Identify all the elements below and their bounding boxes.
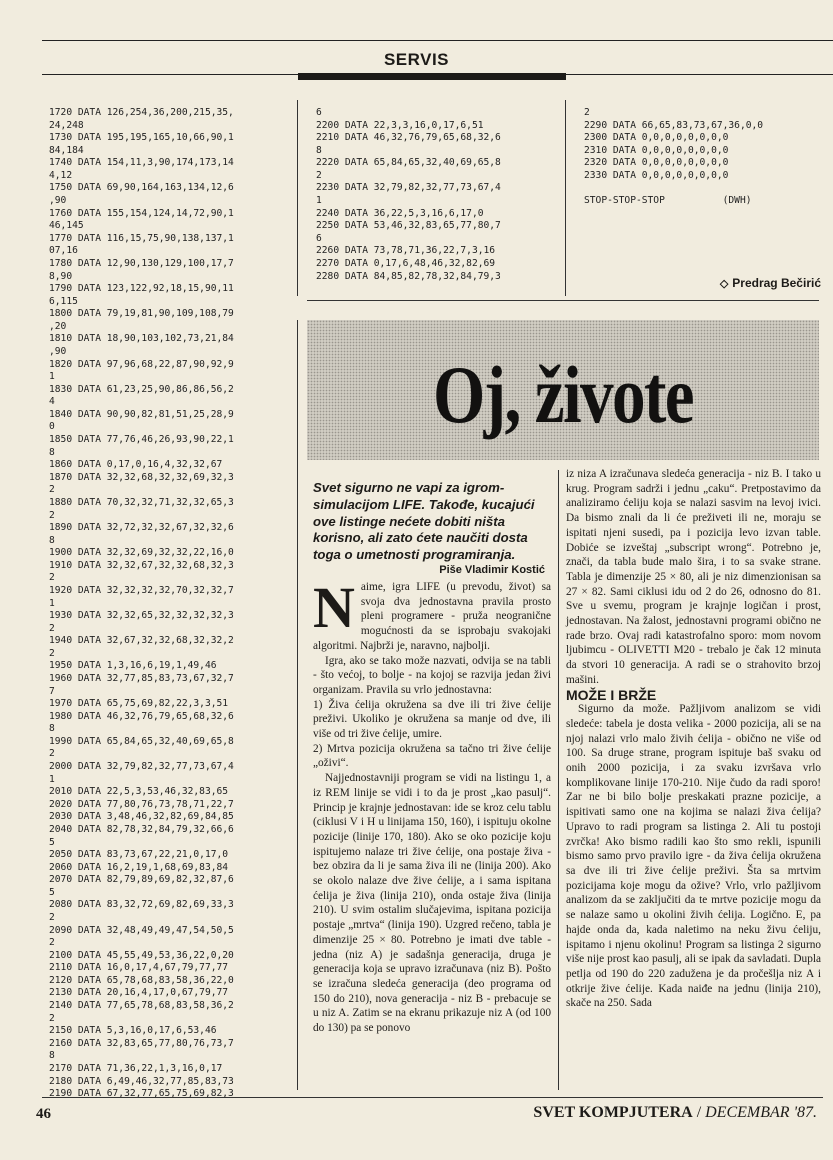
footer-rule [42,1097,823,1098]
paragraph-5: Najjednostavniji program se vidi na listingu 1, a iz REM linije se vidi i to da je prost „kao pasulj“. Princip je krajnje jednostavan: ide se kroz celu tablu (ciklusi V i H u linijama 150, 160), i ispituju okolne pozicije (linije 170, 180). Ako se oko pozicije koju ispitujemo nalaze tri žive ćelije, ona postaje živa - bez obzira da li je sama živa ili ne (linija 200). Ako se okolo nalaze dve žive ćelije, a i sama ispitana ćelija je živa (linija 210), onda ostaje živa (linija 210). U svim ostalim slučajevima, ispitana pozicija postaje „mrtva“ (linija 190). Uzgred rečeno, tabla je dimenzije 25 × 80. Potrebno je imati dve table - jedna (niz A) je sadašnja generacija, druga je generacija koja se upravo izračunava (niz B). Pošto se izračuna sledeća generacija (deo programa od 150 do 210), nova generacija - niz B - prebacuje se u niz A. Zatim se na ekranu prikazuje niz A (od 100 do 130) pa se ponovo [313,772,551,1035]
column-divider-article [297,320,298,1090]
listing-author [720,276,821,290]
header-top-rule [42,40,833,41]
rule-2: 2) Mrtva pozicija okružena sa tačno tri žive ćelije „oživi“. [313,742,551,770]
magazine-footer [533,1104,817,1122]
listing-end-rule [307,300,819,301]
paragraph-2: Igra, ako se tako može nazvati, odvija se na tabli - što većoj, to bolje - na kojoj se razvija jedan živi organizam. Pravila su vrlo jednostavna: [313,654,551,696]
page-number: 46 [36,1106,51,1122]
issue-date: DECEMBAR '87. [705,1104,817,1121]
paragraph-7: Sigurno da može. Pažljivom analizom se vidi sledeće: tabela je dosta velika - 2000 pozicija, ali se na njoj nalazi vrlo malo živih ćelija - obično ne više od 100. Sa druge strane, program ispituje baš svaku od onih 2000 pozicija, i za svaku izvršava vrlo komplikovane linije 170-210. Nije čudo da radi sporo! Zar ne bi bilo bolje preskakati prazne pozicije, a ispitivati samo one na kojima se nalazi živa ćelija? Upravo to radi program sa listinga 2. Ali tu postoji zvrčka! Ako bismo radili kao što smo rekli, ispunili bismo samo prvo pravilo igre - da živa ćelija okružena sa dve ili tri žive ćelije preživi. Šta sa mrtvim pozicijama koje mogu da ožive? Vrlo, vrlo pažljivom analizom da se zaključiti da te mrtve pozicije mogu da se nalaze samo u okolini živih ćelija. Logično. E, pa hajde onda da, kada naletimo na neku živu ćeliju, ispitamo i njenu okolinu! Program sa listinga 2 sigurno više nije prost kao pasulj, ali se ipak da savladati. Dupla petlja od 190 do 220 zadužena je da pročešlja niz A i otkrije žive ćelije. Kada naiđe na jednu (linija 210), skače na 250. Sada [566,703,821,1010]
drop-cap: N [313,575,355,640]
section-title: SERVIS [383,50,450,69]
basic-listing-column-2: 6 2200 DATA 22,3,3,16,0,17,6,51 2210 DATA 46,32,76,79,65,68,32,6 8 2220 DATA 65,84,65,32,40,69,65,8 2 2230 DATA 32,79,82,32,77,73,67,4 1 2240 DATA 36,22,5,3,16,6,17,0 2250 DATA 53,46,32,83,65,77,80,7 6 2260 DATA 73,78,71,36,22,7,3,16 2270 DATA 0,17,6,48,46,32,82,69 2280 DATA 84,85,82,78,32,84,79,3 [316,107,501,282]
article-title: Oj, živote [433,349,693,440]
basic-listing-column-1: 1720 DATA 126,254,36,200,215,35, 24,248 1730 DATA 195,195,165,10,66,90,1 84,184 1740 DATA 154,11,3,90,174,173,14 4,12 1750 DATA 69,90,164,163,134,12,6 ,90 1760 DATA 155,154,124,14,72,90,1 46,145 1770 DATA 116,15,75,90,138,137,1 07,16 1780 DATA 12,90,130,129,100,17,7 8,90 1790 DATA 123,122,92,18,15,90,11 6,115 1800 DATA 79,19,81,90,109,108,79 ,20 1810 DATA 18,90,103,102,73,21,84 ,90 1820 DATA 97,96,68,22,87,90,92,9 1 1830 DATA 61,23,25,90,86,86,56,2 4 1840 DATA 90,90,82,81,51,25,28,9 0 1850 DATA 77,76,46,26,93,90,22,1 8 1860 DATA 0,17,0,16,4,32,32,67 1870 DATA 32,32,68,32,32,69,32,3 2 1880 DATA 70,32,32,71,32,32,65,3 2 1890 DATA 32,72,32,32,67,32,32,6 8 1900 DATA 32,32,69,32,32,22,16,0 1910 DATA 32,32,67,32,32,68,32,3 2 1920 DATA 32,32,32,32,70,32,32,7 1 1930 DATA 32,32,65,32,32,32,32,3 2 1940 DATA 32,67,32,32,68,32,32,2 2 1950 DATA 1,3,16,6,19,1,49,46 1960 DATA 32,77,85,83,73,67,32,7 7 1970 DATA 65,75,69,82,22,3,3,51 1980 DATA 46,32,76,79,65,68,32,6 8 1990 DATA 65,84,65,32,40,69,65,8 2 2000 DATA 32,79,82,32,77,73,67,4 1 2010 DATA 22,5,3,53,46,32,83,65 2020 DATA 77,80,76,73,78,71,22,7 2030 DATA 3,48,46,32,82,69,84,85 2040 DATA 82,78,32,84,79,32,66,6 5 2050 DATA 83,73,67,22,21,0,17,0 2060 DATA 16,2,19,1,68,69,83,84 2070 DATA 82,79,89,69,82,32,87,6 5 2080 DATA 83,32,72,69,82,69,33,3 2 2090 DATA 32,48,49,49,47,54,50,5 2 2100 DATA 45,55,49,53,36,22,0,20 2110 DATA 16,0,17,4,67,79,77,77 2120 DATA 65,78,68,83,58,36,22,0 2130 DATA 20,16,4,17,0,67,79,77 2140 DATA 77,65,78,68,83,58,36,2 2 2150 DATA 5,3,16,0,17,6,53,46 2160 DATA 32,83,65,77,80,76,73,7 8 2170 DATA 71,36,22,1,3,16,0,17 2180 DATA 6,49,46,32,77,85,83,73 2190 DATA 67,32,77,65,75,69,82,3 [49,107,234,1100]
magazine-name: SVET KOMPJUTERA [533,1104,693,1121]
listing-author-name: Predrag Bečirić [732,276,821,290]
paragraph-1 [313,575,551,654]
article-column-right [566,467,821,1011]
footer-separator: / [692,1104,706,1121]
paragraph-1-text: aime, igra LIFE (u prevodu, život) sa svoja dva jednostavna pravila prosto pleni programere - pruža neogranične mogućnosti da se isprobaju svakojaki algoritmi. Najbrži je, naravno, najbolji. [313,581,551,652]
subheading: MOŽE I BRŽE [566,686,657,703]
article-byline: Piše Vladimir Kostić [439,564,545,576]
paragraph-6: iz niza A izračunava sledeća generacija - niz B. I tako u krug. Program sadrži i jednu „caku“. Pretpostavimo da analiziramo ćeliju koja se nalazi sasvim na levoj ivici. Da bismo znali da li će preživeti ili ne, moraju se ispitati njeni susedi, pa i pozicija levo izvan table. Dobiće se izveštaj „subscript wrong“. Potrebno je, znači, da tabla bude malo šira, i to sa svake strane. Tabla je dimenzije 25 × 80, ali je niz dimenzionisan sa 27 × 82. Sami ciklusi idu od 2 do 26, odnosno do 81. Sve u svemu, program je krajnje logičan i prost, jednostavan. Na žalost, jednostavni programi obično ne rade brzo. Ovaj radi katastrofalno sporo: mom novom ljubimcu - OLIVETTI M20 - trebalo je čak 12 minuta da stvori 10 generacija. A radi se o strahovito brzoj mašini. [566,468,821,686]
article-title-box [307,320,819,460]
article-lede: Svet sigurno ne vapi za igrom-simulacijom LIFE. Takođe, kucajući ove listinge nećete dobiti ništa korisno, ali zato ćete naučiti dosta toga o umetnosti programiranja. [313,480,535,563]
column-divider-1 [297,100,298,296]
header-accent-bar [298,73,566,80]
column-divider-2 [565,100,566,296]
diamond-icon: ◇ [719,278,729,290]
basic-listing-column-3: 2 2290 DATA 66,65,83,73,67,36,0,0 2300 DATA 0,0,0,0,0,0,0,0 2310 DATA 0,0,0,0,0,0,0,0 2320 DATA 0,0,0,0,0,0,0,0 2330 DATA 0,0,0,0,0,0,0,0 STOP-STOP-STOP (DWH) [584,107,764,207]
article-column-left [313,575,551,1036]
rule-1: 1) Živa ćelija okružena sa dve ili tri žive ćelije preživi. Ukoliko je okružena sa manje od dve, ili više od tri žive ćelije, umire. [313,698,551,741]
column-divider-article-2 [558,470,559,1090]
